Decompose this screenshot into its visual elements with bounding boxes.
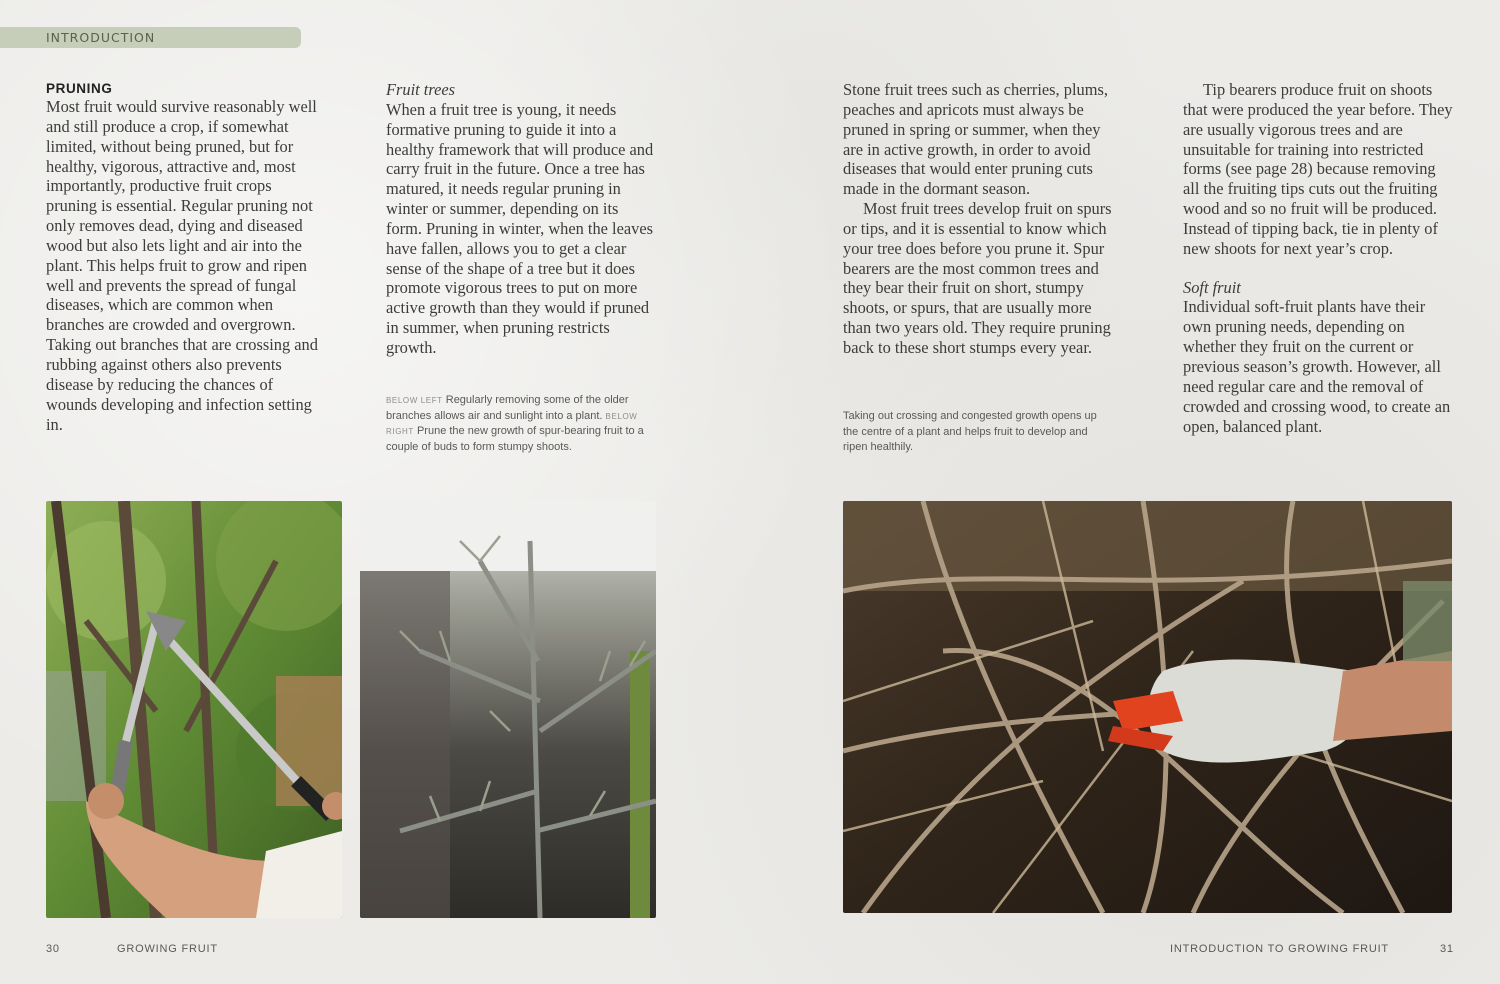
photo-gloved-pruning [843,501,1452,913]
fruit-trees-subhead: Fruit trees [386,80,456,99]
soft-fruit-subhead: Soft fruit [1183,277,1241,297]
fruit-trees-paragraph: When a fruit tree is young, it needs formative pruning to guide it into a healthy framework that will produce and carry fruit in the future. Once a tree has matured, it needs regular pruning in winter or summer, depending on its form. Pruning in winter, when the leaves have fallen, allows you to get a clear sense of the shape of a tree but it does promote vigorous trees to put on more active growth than they would if pruned in summer, when pruning restricts growth. [386,99,654,357]
caption-label-below-left: BELOW LEFT [386,396,443,405]
folio-page-number-left: 30 [46,943,60,955]
caption-label-below-right: BELOW RIGHT [386,411,638,437]
right-page-caption: Taking out crossing and congested growth opens up the centre of a plant and helps fruit to develop and ripen healthily. [843,410,1097,454]
section-tab-label: INTRODUCTION [46,30,156,45]
spur-bearers-paragraph: Most fruit trees develop fruit on spurs or tips, and it is essential to know which your tree does before you prune it. Spur bearers are the most common trees and they bear their fruit on short, stumpy shoots, or spurs, that are usually more than two years old. They require pruning back to these short stumps every year. [843,199,1112,357]
left-page-caption [386,393,656,455]
section-heading: PRUNING [46,81,113,96]
column-2 [386,80,658,358]
photo-lopper-pruning [46,501,342,918]
caption-text-below-left: Regularly removing some of the older branches allows air and sunlight into a plant. [386,394,629,422]
folio-running-title-left: GROWING FRUIT [117,943,218,955]
column-4 [1183,80,1455,436]
tip-bearers-paragraph: Tip bearers produce fruit on shoots that were produced the year before. They are usually vigorous trees and are unsuitable for training into restricted forms (see page 28) because removing all the fruiting tips cuts out the fruiting wood and so no fruit will be produced. Instead of tipping back, tie in plenty of new shoots for next year’s crop. [1183,80,1453,258]
stone-fruit-paragraph: Stone fruit trees such as cherries, plums, peaches and apricots must always be pruned in spring or summer, when they are in active growth, in order to avoid diseases that would enter pruning cuts made in the dormant season. [843,80,1108,199]
section-tab [0,27,301,48]
photo-spur-branches [360,501,656,918]
column-3 [843,80,1115,358]
column-1 [46,80,318,434]
folio-running-title-right: INTRODUCTION TO GROWING FRUIT [1170,943,1389,955]
pruning-paragraph: Most fruit would survive reasonably well and still produce a crop, if somewhat limited, without being pruned, but for healthy, vigorous, attractive and, most importantly, productive fruit crops pruning is essential. Regular pruning not only removes dead, dying and diseased wood but also lets light and air into the plant. This helps fruit to grow and ripen well and prevents the spread of fungal diseases, which are common when branches are crowded and overgrown. Taking out branches that are crossing and rubbing against others also prevents disease by reducing the chances of wounds developing and infection setting in. [46,97,318,434]
folio-page-number-right: 31 [1440,943,1454,955]
soft-fruit-paragraph: Individual soft-fruit plants have their own pruning needs, depending on whether they fruit on the current or previous season’s growth. However, all need regular care and the removal of crowded and crossing wood, to create an open, balanced plant. [1183,297,1451,436]
caption-text-below-right: Prune the new growth of spur-bearing fruit to a couple of buds to form stumpy shoots. [386,425,644,453]
